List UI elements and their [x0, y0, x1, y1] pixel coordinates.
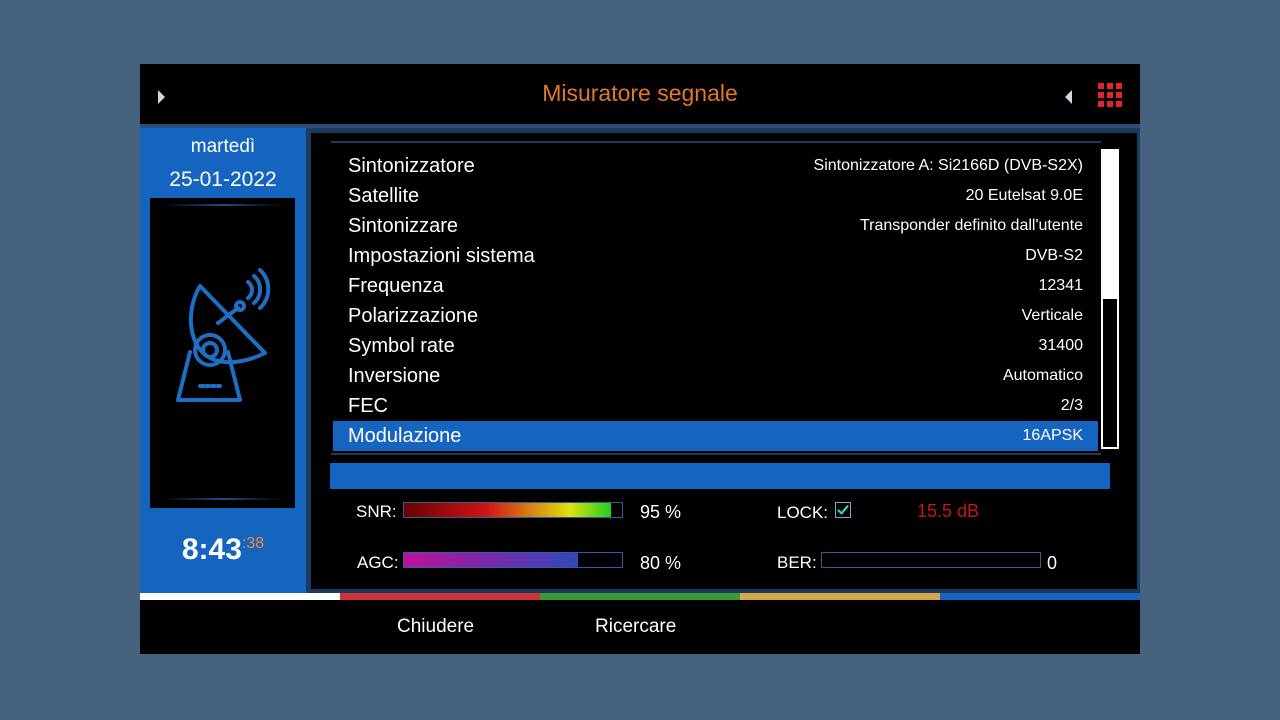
row-label: Sintonizzare	[348, 215, 459, 237]
row-label: Satellite	[348, 185, 420, 207]
close-button[interactable]: Chiudere	[397, 616, 475, 637]
row-value: Automatico	[1002, 367, 1083, 384]
row-label: Symbol rate	[348, 335, 455, 357]
sidebar	[140, 128, 306, 593]
lock-label: LOCK:	[777, 503, 829, 522]
agc-percent: 80 %	[640, 553, 682, 573]
header	[140, 64, 1140, 124]
icon-panel	[150, 198, 295, 508]
info-row-fec[interactable]	[333, 391, 1098, 421]
scrollbar-thumb[interactable]	[1103, 151, 1117, 299]
info-row-tune[interactable]	[333, 211, 1098, 241]
weekday: martedì	[190, 136, 256, 157]
arrow-left-icon[interactable]	[1065, 90, 1072, 104]
divider	[162, 498, 283, 500]
snr-percent: 95 %	[640, 502, 682, 522]
row-value: 2/3	[1060, 397, 1083, 414]
info-row-system[interactable]	[333, 241, 1098, 271]
info-row-modulation[interactable]	[333, 421, 1098, 451]
snr-db-value: 15.5 dB	[917, 501, 980, 521]
info-panel	[311, 133, 1137, 589]
snr-label: SNR:	[356, 502, 397, 521]
snr-bar	[403, 502, 623, 518]
row-value: 20 Eutelsat 9.0E	[965, 187, 1083, 204]
row-label: Inversione	[348, 365, 441, 387]
row-label: FEC	[348, 395, 388, 417]
satellite-dish-icon	[170, 268, 275, 408]
info-row-frequency[interactable]	[333, 271, 1098, 301]
row-label: Sintonizzatore	[348, 155, 475, 177]
info-row-satellite[interactable]	[333, 181, 1098, 211]
divider	[331, 141, 1101, 143]
ber-label: BER:	[777, 553, 817, 572]
date: 25-01-2022	[169, 168, 277, 191]
row-value: Verticale	[1021, 307, 1083, 324]
clock-time: 8:43	[181, 533, 242, 566]
info-row-inversion[interactable]	[333, 361, 1098, 391]
info-row-symbol-rate[interactable]	[333, 331, 1098, 361]
menu-grid-icon[interactable]	[1098, 83, 1122, 107]
row-label: Impostazioni sistema	[348, 245, 535, 267]
agc-bar-fill	[404, 553, 578, 567]
color-key-line	[140, 593, 1140, 600]
divider	[331, 453, 1101, 455]
row-value: Transponder definito dall'utente	[859, 217, 1083, 234]
agc-bar	[403, 552, 623, 568]
row-value: DVB-S2	[1025, 247, 1083, 264]
scrollbar[interactable]	[1101, 149, 1119, 449]
lock-checkbox	[835, 502, 851, 518]
row-label: Frequenza	[348, 275, 444, 297]
snr-bar-fill	[404, 503, 611, 517]
divider	[162, 204, 283, 206]
clock-seconds: :38	[241, 535, 265, 552]
row-label: Modulazione	[348, 425, 462, 447]
ber-value: 0	[1047, 553, 1058, 573]
row-value: 16APSK	[1022, 427, 1083, 444]
info-row-tuner[interactable]	[333, 151, 1098, 181]
row-value: 31400	[1038, 337, 1083, 354]
row-value: Sintonizzatore A: Si2166D (DVB-S2X)	[813, 157, 1083, 174]
footer	[140, 600, 1140, 654]
search-button[interactable]: Ricercare	[595, 616, 677, 637]
ber-bar	[821, 552, 1041, 568]
agc-label: AGC:	[357, 553, 399, 572]
info-row-polarization[interactable]	[333, 301, 1098, 331]
page-title: Misuratore segnale	[542, 80, 738, 106]
row-label: Polarizzazione	[348, 305, 479, 327]
status-bar	[330, 463, 1110, 489]
clock	[140, 533, 306, 567]
row-value: 12341	[1038, 277, 1083, 294]
